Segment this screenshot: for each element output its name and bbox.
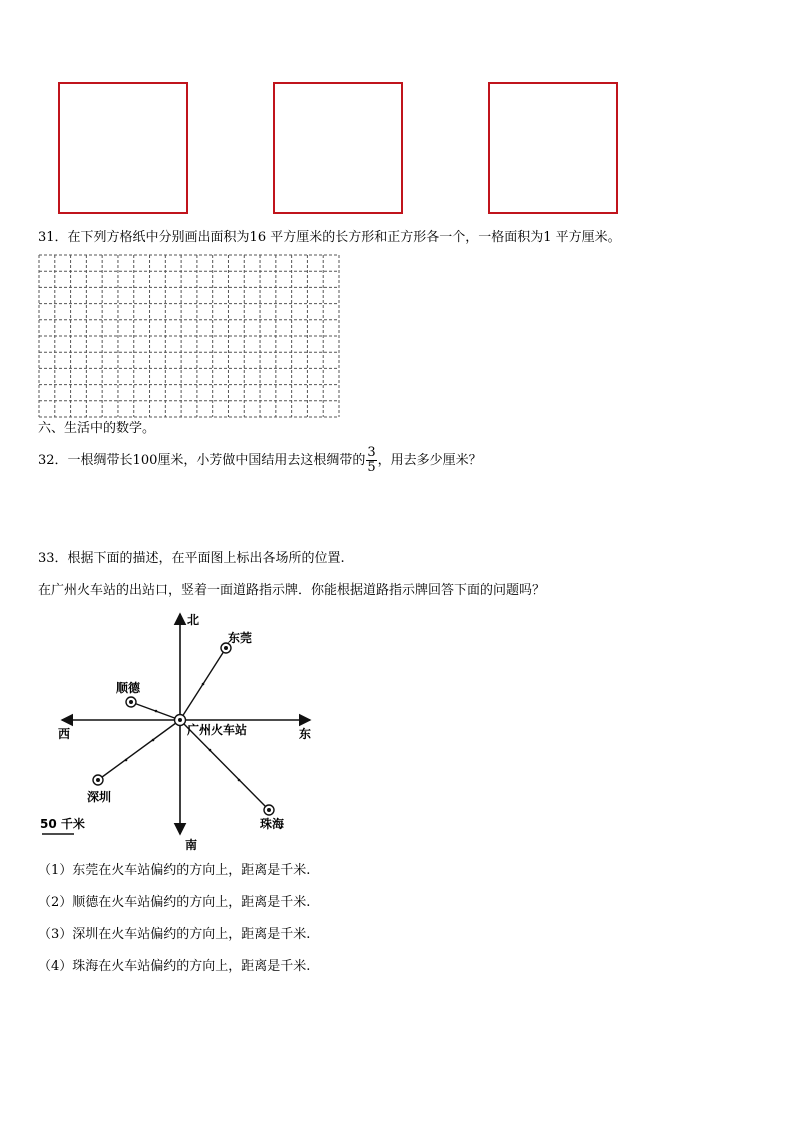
center-marker <box>175 715 186 726</box>
question-32-tail: ，用去多少厘米？ <box>377 453 482 468</box>
shunde-marker <box>126 697 136 707</box>
sub-question-1: （1）东莞在火车站偏约的方向上，距离是千米. <box>38 863 311 878</box>
fraction <box>366 446 376 475</box>
center-label: 广州火车站 <box>187 723 248 737</box>
answer-square-1 <box>58 82 188 214</box>
fraction-numerator: 3 <box>367 445 376 460</box>
question-33-intro: 在广州火车站的出站口，竖着一面道路指示牌．你能根据道路指示牌回答下面的问题吗？ <box>38 583 546 598</box>
fraction-denominator: 5 <box>367 460 376 475</box>
sub-question-3: （3）深圳在火车站偏约的方向上，距离是千米. <box>38 927 311 942</box>
shenzhen-marker <box>93 775 103 785</box>
answer-square-2 <box>273 82 403 214</box>
west-label: 西 <box>58 727 71 741</box>
question-31: 31．在下列方格纸中分别画出面积为16 平方厘米的长方形和正方形各一个，一格面积为1 平方厘米。 <box>38 230 621 245</box>
zhuhai-label: 珠海 <box>260 817 285 831</box>
road-shenzhen <box>98 720 180 780</box>
scale-label: 50 千米 <box>40 817 85 831</box>
grid-paper <box>38 254 340 418</box>
question-32 <box>38 446 482 476</box>
question-33: 33．根据下面的描述，在平面图上标出各场所的位置. <box>38 551 345 566</box>
north-label: 北 <box>187 613 200 627</box>
sub-question-2: （2）顺德在火车站偏约的方向上，距离是千米. <box>38 895 311 910</box>
question-32-text: 32．一根绸带长100厘米，小芳做中国结用去这根绸带的 <box>38 453 366 468</box>
section-6-title: 六、生活中的数学。 <box>38 421 156 436</box>
dongguan-label: 东莞 <box>228 631 253 645</box>
sub-question-4: （4）珠海在火车站偏约的方向上，距离是千米. <box>38 959 311 974</box>
south-label: 南 <box>185 838 198 852</box>
shenzhen-label: 深圳 <box>87 790 112 804</box>
direction-map <box>30 608 330 854</box>
answer-square-3 <box>488 82 618 214</box>
shunde-label: 顺德 <box>116 681 141 695</box>
zhuhai-marker <box>264 805 274 815</box>
east-label: 东 <box>299 727 312 741</box>
